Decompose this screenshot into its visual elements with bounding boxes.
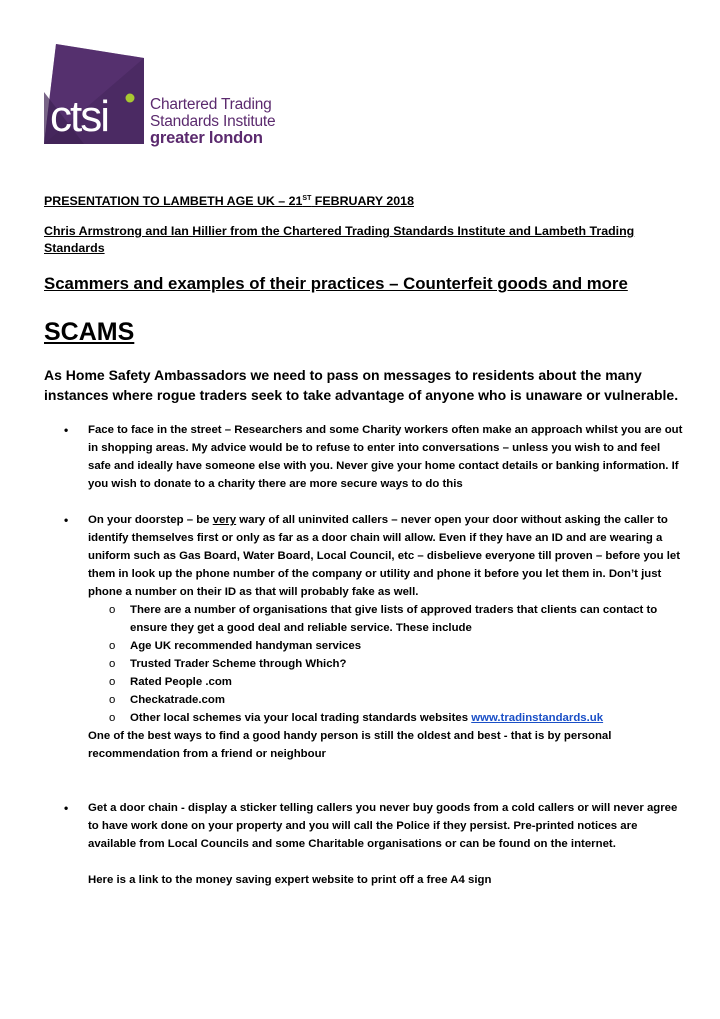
circle-bullet-icon: o [109,676,116,689]
presentation-heading-text: PRESENTATION TO LAMBETH AGE UK – 21 [44,194,303,209]
money-saving-link-text: Here is a link to the money saving expert website to print off a free A4 sign [88,874,492,887]
ctsi-logo-text [150,96,275,147]
bullet-doorstep-text [88,514,680,598]
bullet-dot-icon: • [64,801,69,816]
circle-bullet-icon: o [109,712,116,725]
sub-item [109,673,684,691]
bullet-doorstep [44,511,684,781]
bullet-dot-icon: • [64,513,69,528]
presentation-heading-sup: ST [302,195,312,202]
sub-item [109,709,684,727]
sub-item-text: Other local schemes via your local trading standards websites [130,712,472,725]
sub-item-text: Age UK recommended handyman services [130,640,362,653]
intro-paragraph: As Home Safety Ambassadors we need to pass on messages to residents about the many instances where rogue traders seek to take advantage of anyone who is unaware or vulnerable. [44,367,679,404]
logo-line-3: greater london [150,129,263,147]
authors-line: Chris Armstrong and Ian Hillier from the Chartered Trading Standards Institute and Lambeth Trading Standards [44,224,635,256]
sub-item [109,601,684,637]
trading-standards-link[interactable]: www.tradinstandards.uk [471,712,604,725]
bullet-doorstep-text-post: wary of all uninvited callers – never open your door without asking the caller to identify themselves first or only as far as a door chain will allow. Even if they have an ID and are wearing a uniform such as Gas Board, Water Board, Local Council, etc – disbelieve everyone till proven – before you let them in look up the phone number of the company or utility and phone it before you let them in. Don’t just phone a number on their ID as that will probably fake as well. [88,514,681,599]
circle-bullet-icon: o [109,694,116,707]
sub-item-text: There are a number of organisations that give lists of approved traders that clients can contact to ensure they get a good deal and reliable service. These include [130,604,658,635]
document-body [44,190,684,889]
sub-item-text: Rated People .com [130,676,232,689]
circle-bullet-icon: o [109,604,116,617]
circle-bullet-icon: o [109,658,116,671]
ctsi-logo-mark [44,44,144,144]
subtitle: Scammers and examples of their practices – Counterfeit goods and more [44,274,628,294]
bullet-doorstep-text-pre: On your doorstep – be [88,514,213,527]
bullet-dot-icon: • [64,423,69,438]
approved-traders-list [88,601,684,727]
logo-line-1: Chartered Trading [150,96,272,113]
sub-item [109,655,684,673]
recommendation-text: One of the best ways to find a good handy person is still the oldest and best - that is by personal recommendation from a friend or neighbour [88,730,612,761]
sub-item-text: Trusted Trader Scheme through Which? [130,658,347,671]
bullet-doorstep-emphasis: very [212,514,237,527]
bullet-list [44,421,684,889]
logo-line-2: Standards Institute [150,113,276,130]
bullet-door-chain-text: Get a door chain - display a sticker telling callers you never buy goods from a cold callers or will never agree to have work done on your property and you will call the Police if they persist. Pre-printed notices are available from Local Councils and some Charitable organisations or can be found on the internet. [88,802,678,851]
scams-title: SCAMS [44,318,135,347]
bullet-street-text: Face to face in the street – Researchers and some Charity workers often make an approach whilst you are out in shopping areas. My advice would be to refuse to enter into conversations – unless you wish to and feel safe and ideally have someone else with you. Never give your home contact details or banking information. If you wish to donate to a charity there are more secure ways to do this [88,424,683,491]
sub-item [109,691,684,709]
presentation-heading-date: FEBRUARY 2018 [311,194,414,209]
sub-item [109,637,684,655]
ctsi-logo [44,44,294,154]
bullet-door-chain [44,799,684,889]
bullet-street [44,421,684,493]
ctsi-logo-mark-text: ctsi [50,92,108,141]
presentation-heading [44,190,684,210]
circle-bullet-icon: o [109,640,116,653]
sub-item-text: Checkatrade.com [130,694,225,707]
